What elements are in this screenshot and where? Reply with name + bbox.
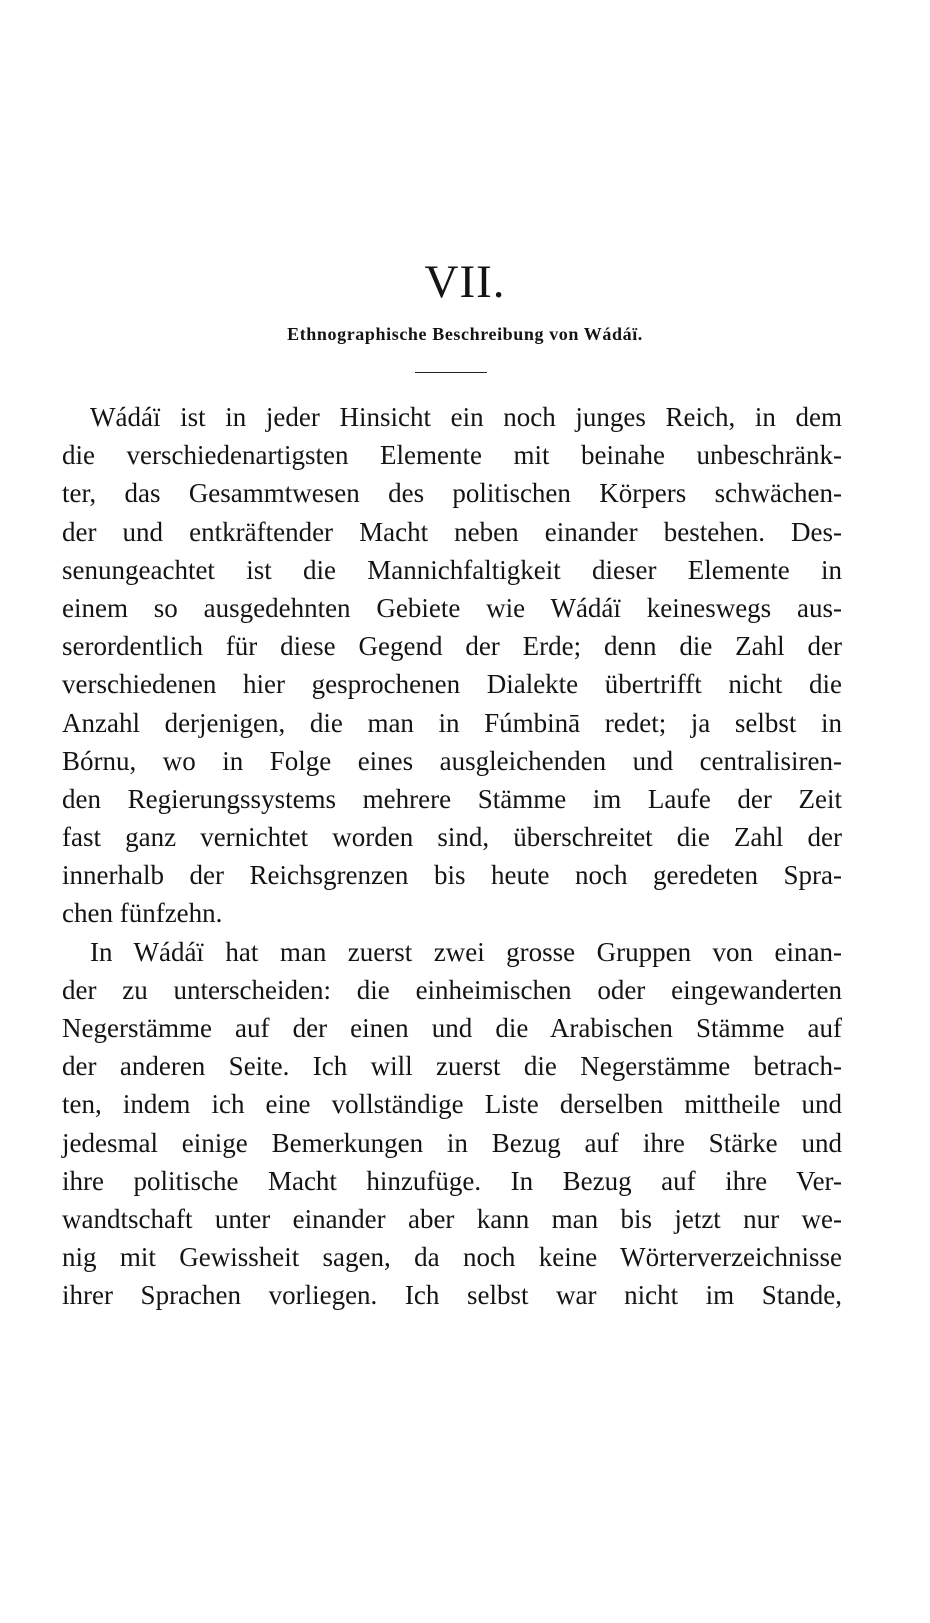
text-line: der anderen Seite. Ich will zuerst die Negerstämme betrach- bbox=[62, 1051, 842, 1082]
text-line: ten, indem ich eine vollständige Liste derselben mittheile und bbox=[62, 1089, 842, 1120]
text-line: den Regierungssystems mehrere Stämme im Laufe der Zeit bbox=[62, 783, 842, 814]
paragraph-2 bbox=[62, 933, 842, 1315]
text-line: der und entkräftender Macht neben einander bestehen. Des- bbox=[62, 516, 842, 547]
chapter-number: VII. bbox=[424, 256, 506, 308]
text-line: In Wádáï hat man zuerst zwei grosse Gruppen von einan- bbox=[90, 936, 842, 967]
text-line: fast ganz vernichtet worden sind, überschreitet die Zahl der bbox=[62, 822, 842, 853]
text-line: senungeachtet ist die Mannichfaltigkeit dieser Elemente in bbox=[62, 554, 842, 585]
title-divider bbox=[415, 372, 487, 373]
text-line: ihrer Sprachen vorliegen. Ich selbst war nicht im Stande, bbox=[62, 1280, 842, 1311]
text-line: Wádáï ist in jeder Hinsicht ein noch junges Reich, in dem bbox=[90, 402, 842, 432]
body-text bbox=[62, 398, 842, 1315]
paragraph-1 bbox=[62, 398, 842, 933]
text-line: wandtschaft unter einander aber kann man bis jetzt nur we- bbox=[62, 1203, 842, 1234]
text-line: der zu unterscheiden: die einheimischen oder eingewanderten bbox=[62, 974, 842, 1005]
text-line: Bórnu, wo in Folge eines ausgleichenden und centralisiren- bbox=[62, 745, 842, 776]
text-line: Anzahl derjenigen, die man in Fúmbinā redet; ja selbst in bbox=[62, 707, 842, 738]
text-line: serordentlich für diese Gegend der Erde; denn die Zahl der bbox=[62, 631, 842, 662]
text-line: chen fünfzehn. bbox=[62, 898, 223, 929]
text-line: einem so ausgedehnten Gebiete wie Wádáï keineswegs aus- bbox=[62, 592, 842, 623]
text-line: die verschiedenartigsten Elemente mit beinahe unbeschränk- bbox=[62, 440, 842, 471]
text-line: ihre politische Macht hinzufüge. In Bezug auf ihre Ver- bbox=[62, 1165, 842, 1196]
text-line: nig mit Gewissheit sagen, da noch keine Wörterverzeichnisse bbox=[62, 1242, 842, 1273]
text-line: Negerstämme auf der einen und die Arabischen Stämme auf bbox=[62, 1013, 842, 1043]
chapter-title: Ethnographische Beschreibung von Wádáï. bbox=[287, 324, 643, 344]
text-line: jedesmal einige Bemerkungen in Bezug auf ihre Stärke und bbox=[62, 1127, 842, 1158]
text-line: ter, das Gesammtwesen des politischen Körpers schwächen- bbox=[62, 478, 842, 509]
text-line: innerhalb der Reichsgrenzen bis heute noch geredeten Spra- bbox=[62, 860, 842, 891]
text-line: verschiedenen hier gesprochenen Dialekte übertrifft nicht die bbox=[62, 669, 842, 700]
